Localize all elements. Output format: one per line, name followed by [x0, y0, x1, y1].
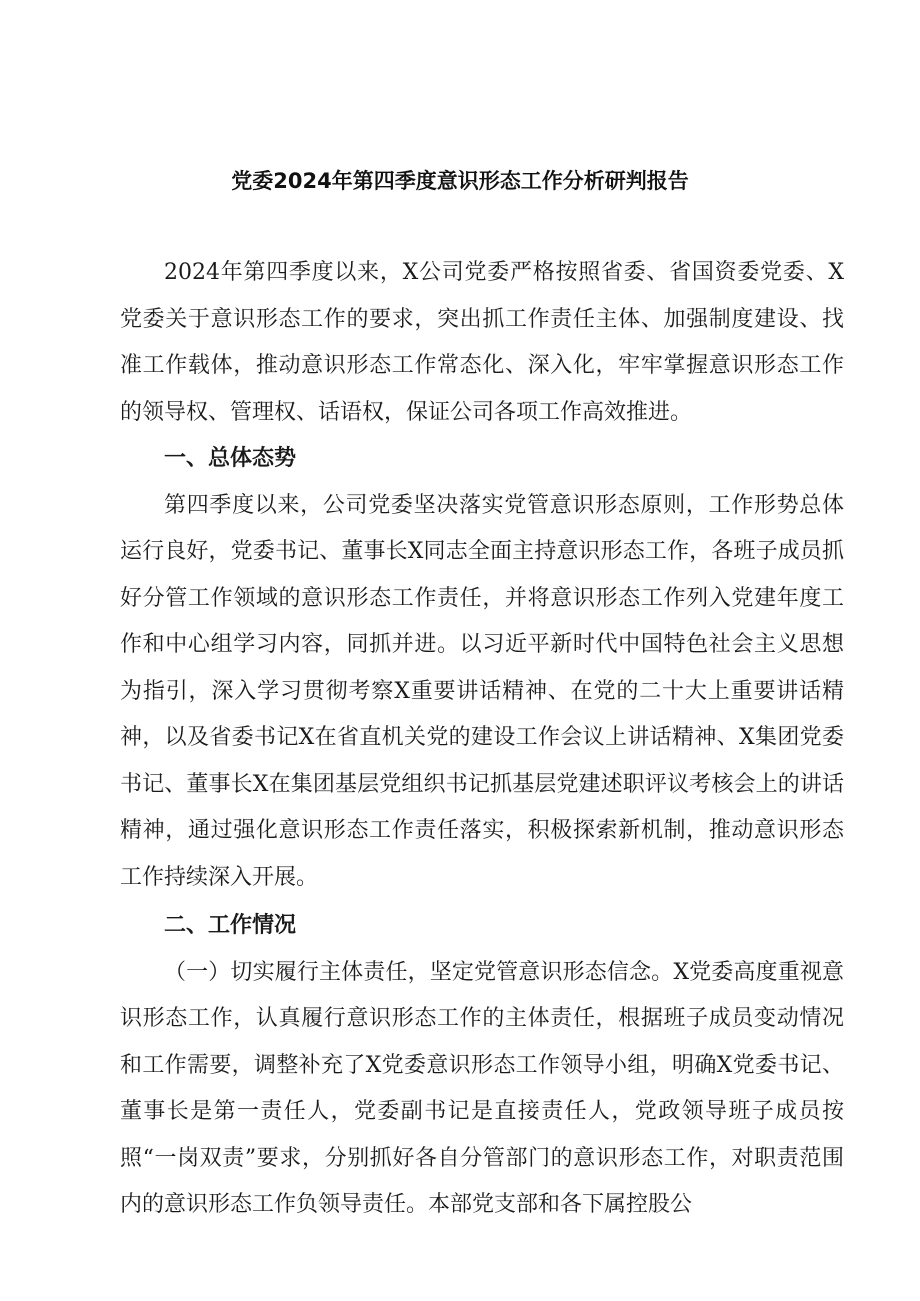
document-body	[120, 250, 844, 1229]
section-heading-overall-situation: 一、总体态势	[164, 446, 297, 471]
document-title: 党委2024年第四季度意识形态工作分析研判报告	[231, 169, 689, 193]
work-status-paragraph: （一）切实履行主体责任，坚定党管意识形态信念。X党委高度重视意识形态工作，认真履行意识形态工作的主体责任，根据班子成员变动情况和工作需要，调整补充了X党委意识形态工作领导小组，明确X党委书记、董事长是第一责任人，党委副书记是直接责任人，党政领导班子成员按照“一岗双责”要求，分别抓好各自分管部门的意识形态工作，对职责范围内的意识形态工作负领导责任。本部党支部和各下属控股公	[120, 959, 844, 1217]
section-heading-work-status: 二、工作情况	[164, 913, 297, 938]
overall-situation-paragraph: 第四季度以来，公司党委坚决落实党管意识形态原则，工作形势总体运行良好，党委书记、董事长X同志全面主持意识形态工作，各班子成员抓好分管工作领域的意识形态工作责任，并将意识形态工作列入党建年度工作和中心组学习内容，同抓并进。以习近平新时代中国特色社会主义思想为指引，深入学习贯彻考察X重要讲话精神、在党的二十大上重要讲话精神，以及省委书记X在省直机关党的建设工作会议上讲话精神、X集团党委书记、董事长X在集团基层党组织书记抓基层党建述职评议考核会上的讲话精神，通过强化意识形态工作责任落实，积极探索新机制，推动意识形态工作持续深入开展。	[120, 492, 844, 890]
intro-paragraph: 2024年第四季度以来，X公司党委严格按照省委、省国资委党委、X党委关于意识形态工作的要求，突出抓工作责任主体、加强制度建设、找准工作载体，推动意识形态工作常态化、深入化，牢牢掌握意识形态工作的领导权、管理权、话语权，保证公司各项工作高效推进。	[120, 260, 844, 425]
